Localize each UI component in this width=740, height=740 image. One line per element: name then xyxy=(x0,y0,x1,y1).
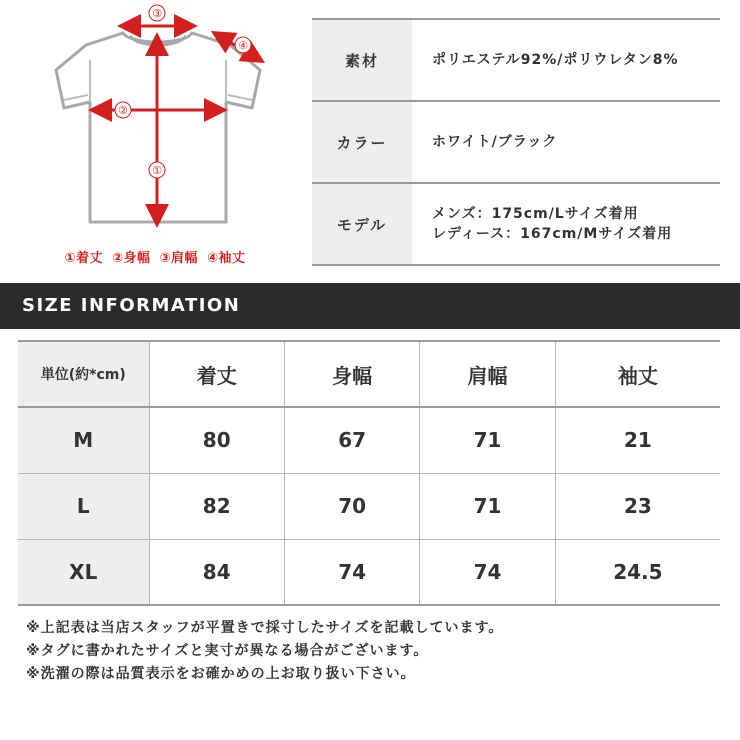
table-cell: 74 xyxy=(420,539,555,605)
table-cell: 21 xyxy=(555,407,720,473)
table-cell: 24.5 xyxy=(555,539,720,605)
table-cell: 23 xyxy=(555,473,720,539)
spec-value xyxy=(412,101,720,183)
table-row xyxy=(18,539,720,605)
legend-shoulder: ③肩幅 xyxy=(159,251,199,266)
marker-length: ① xyxy=(152,164,162,177)
spec-value-line: メンズ：175cm/Lサイズ着用 xyxy=(432,206,639,222)
note-line: ※タグに書かれたサイズと実寸が異なる場合がございます。 xyxy=(26,643,429,659)
table-cell: 71 xyxy=(420,407,555,473)
spec-value-line: レディース：167cm/Mサイズ着用 xyxy=(432,226,673,242)
size-label: L xyxy=(18,473,149,539)
size-information-banner: SIZE INFORMATION xyxy=(0,283,740,329)
tshirt-diagram xyxy=(20,0,290,275)
marker-width: ② xyxy=(118,104,128,117)
header-width: 身幅 xyxy=(284,341,419,407)
size-table xyxy=(18,340,720,606)
spec-value xyxy=(412,183,720,265)
size-label: XL xyxy=(18,539,149,605)
header-length: 着丈 xyxy=(149,341,284,407)
table-cell: 84 xyxy=(149,539,284,605)
legend-sleeve: ④袖丈 xyxy=(207,251,246,266)
table-row xyxy=(18,407,720,473)
header-shoulder: 肩幅 xyxy=(420,341,555,407)
note-line: ※洗濯の際は品質表示をお確かめの上お取り扱い下さい。 xyxy=(26,666,416,682)
table-cell: 74 xyxy=(284,539,419,605)
tshirt-outline-icon xyxy=(20,0,290,250)
table-cell: 82 xyxy=(149,473,284,539)
size-table-header xyxy=(18,341,720,407)
marker-sleeve: ④ xyxy=(238,39,248,52)
spec-value-line: ホワイト/ブラック xyxy=(432,134,558,150)
spec-value-line: ポリエステル92%/ポリウレタン8% xyxy=(432,52,679,68)
table-cell: 67 xyxy=(284,407,419,473)
spec-value xyxy=(412,19,720,101)
spec-table xyxy=(312,18,720,266)
size-label: M xyxy=(18,407,149,473)
table-cell: 71 xyxy=(420,473,555,539)
table-cell: 70 xyxy=(284,473,419,539)
marker-shoulder: ③ xyxy=(152,7,162,20)
legend-width: ②身幅 xyxy=(111,251,151,266)
spec-label: モデル xyxy=(312,183,412,265)
spec-row-color xyxy=(312,101,720,183)
diagram-legend xyxy=(20,247,290,266)
header-unit: 単位(約*cm) xyxy=(18,341,149,407)
spec-label: 素材 xyxy=(312,19,412,101)
note-line: ※上記表は当店スタッフが平置きで採寸したサイズを記載しています。 xyxy=(26,620,504,636)
spec-row-model xyxy=(312,183,720,265)
spec-row-material xyxy=(312,19,720,101)
notes xyxy=(26,617,503,686)
spec-label: カラー xyxy=(312,101,412,183)
legend-length: ①着丈 xyxy=(64,251,103,266)
header-sleeve: 袖丈 xyxy=(555,341,720,407)
table-row xyxy=(18,473,720,539)
table-cell: 80 xyxy=(149,407,284,473)
